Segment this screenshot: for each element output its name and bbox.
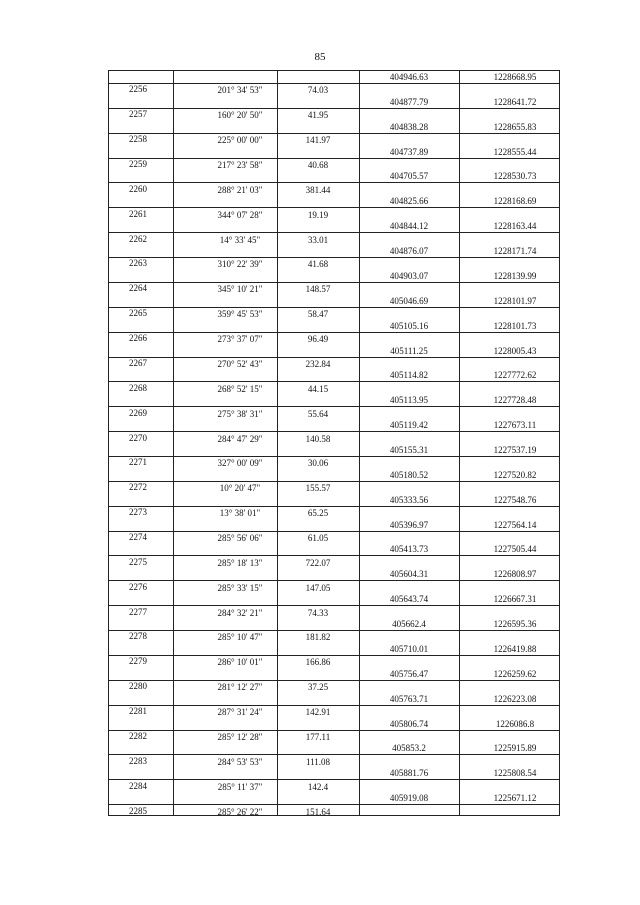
coordinates-table: [108, 70, 560, 816]
bearing-cell: 10° 20' 47": [219, 483, 261, 494]
bearing-cell: 273° 37' 07": [217, 334, 263, 345]
north-coordinate-cell: 405881.76: [389, 768, 429, 779]
point-cell: 2264: [129, 283, 147, 294]
east-coordinate-value: 1226667.31: [493, 594, 537, 605]
distance-cell: 381.44: [305, 184, 331, 195]
distance-cell: 44.15: [307, 383, 329, 394]
east-coordinate-cell: [459, 97, 561, 107]
distance-cell: 74.03: [307, 85, 329, 96]
east-coordinate-cell: [459, 669, 561, 679]
east-coordinate-value: 1228655.83: [493, 121, 537, 132]
north-coordinate-cell: 405806.74: [389, 718, 429, 729]
north-coordinate-cell: 405046.69: [389, 295, 429, 306]
north-coordinate-cell: 405105.16: [389, 320, 429, 331]
east-coordinate-value: 1228005.43: [493, 345, 537, 356]
north-coordinate-cell: 404903.07: [389, 270, 429, 281]
bearing-cell: 14° 33' 45": [219, 234, 261, 245]
row-divider: [109, 158, 559, 159]
point-cell: 2258: [129, 134, 147, 145]
table-row: [109, 345, 559, 370]
east-coordinate-cell: [459, 221, 561, 231]
table-row: [109, 643, 559, 668]
distance-cell: 147.05: [305, 582, 331, 593]
east-coordinate-value: 1226419.88: [493, 643, 537, 654]
table-row: [109, 121, 559, 146]
east-coordinate-cell: [459, 147, 561, 157]
bearing-cell: 345° 10' 21": [217, 284, 263, 295]
east-coordinate-cell: [459, 346, 561, 356]
point-cell: 2275: [129, 556, 147, 567]
bearing-cell: 285° 10' 47": [217, 632, 263, 643]
bearing-cell: 285° 12' 28": [217, 731, 263, 742]
table-row: [109, 718, 559, 743]
distance-cell: 148.57: [305, 284, 331, 295]
row-divider: [109, 332, 559, 333]
north-coordinate-cell: 405763.71: [389, 693, 429, 704]
table-row: [109, 568, 559, 593]
point-cell: 2273: [129, 507, 147, 518]
table-row: [109, 419, 559, 444]
east-coordinate-value: 1226259.62: [493, 668, 537, 679]
north-coordinate-cell: 404946.63: [389, 72, 429, 82]
north-coordinate-cell: 404844.12: [389, 221, 429, 232]
row-divider: [109, 531, 559, 532]
point-cell: 2285: [129, 805, 147, 816]
east-coordinate-value: 1227564.14: [493, 519, 537, 530]
east-coordinate-cell: [459, 171, 561, 181]
distance-cell: 166.86: [305, 657, 331, 668]
east-coordinate-cell: [459, 470, 561, 480]
east-coordinate-cell: [459, 122, 561, 132]
north-coordinate-cell: 404838.28: [389, 121, 429, 132]
east-coordinate-value: 1228171.74: [493, 246, 537, 257]
north-coordinate-cell: 405853.2: [392, 743, 426, 754]
distance-cell: 55.64: [307, 408, 329, 419]
table-row: [109, 668, 559, 693]
distance-cell: 61.05: [307, 533, 329, 544]
east-coordinate-cell: [459, 321, 561, 331]
table-row: [109, 767, 559, 792]
point-cell: 2284: [129, 780, 147, 791]
bearing-cell: 281° 12' 27": [217, 682, 263, 693]
point-cell: 2281: [129, 706, 147, 717]
point-cell: 2282: [129, 730, 147, 741]
row-divider: [109, 630, 559, 631]
table-row: [109, 593, 559, 618]
bearing-cell: 287° 31' 24": [217, 707, 263, 718]
north-coordinate-cell: 405180.52: [389, 469, 429, 480]
east-coordinate-cell: [459, 793, 561, 803]
bearing-cell: 201° 34' 53": [217, 85, 263, 96]
row-divider: [109, 680, 559, 681]
east-coordinate-cell: [459, 271, 561, 281]
row-divider: [109, 804, 559, 805]
point-cell: 2283: [129, 755, 147, 766]
east-coordinate-value: 1227520.82: [493, 469, 537, 480]
row-divider: [109, 182, 559, 183]
bearing-cell: 275° 38' 31": [217, 408, 263, 419]
row-divider: [109, 307, 559, 308]
east-coordinate-cell: [459, 569, 561, 579]
distance-cell: 111.08: [305, 756, 331, 767]
bearing-cell: 285° 18' 13": [217, 557, 263, 568]
bearing-cell: 285° 56' 06": [217, 533, 263, 544]
distance-cell: 722.07: [305, 557, 331, 568]
bearing-cell: 310° 22' 39": [217, 259, 263, 270]
east-coordinate-value: 1225915.89: [493, 743, 537, 754]
north-coordinate-cell: 404705.57: [389, 171, 429, 182]
point-cell: 2279: [129, 656, 147, 667]
distance-cell: 33.01: [307, 234, 329, 245]
east-coordinate-value: 1228163.44: [493, 221, 537, 232]
row-divider: [109, 456, 559, 457]
east-coordinate-value: 1228101.73: [493, 320, 537, 331]
east-coordinate-cell: [459, 619, 561, 629]
north-coordinate-cell: 405604.31: [389, 569, 429, 580]
north-coordinate-cell: 404877.79: [389, 96, 429, 107]
point-cell: 2259: [129, 159, 147, 170]
distance-cell: 181.82: [305, 632, 331, 643]
point-cell: 2274: [129, 532, 147, 543]
north-coordinate-cell: 405413.73: [389, 544, 429, 555]
point-cell: 2265: [129, 308, 147, 319]
east-coordinate-value: 1226223.08: [493, 693, 537, 704]
bearing-cell: 344° 07' 28": [217, 209, 263, 220]
point-cell: 2277: [129, 606, 147, 617]
bearing-cell: 286° 10' 01": [217, 657, 263, 668]
row-divider: [109, 506, 559, 507]
table-row: [109, 195, 559, 220]
bearing-cell: 217° 23' 58": [217, 160, 263, 171]
distance-cell: 141.97: [305, 135, 331, 146]
point-cell: 2261: [129, 208, 147, 219]
north-coordinate-cell: 405155.31: [389, 445, 429, 455]
north-coordinate-cell: 405114.82: [390, 370, 428, 381]
north-coordinate-cell: 405111.25: [390, 345, 428, 356]
distance-cell: 155.57: [305, 483, 331, 494]
east-coordinate-cell: [459, 694, 561, 704]
row-divider: [109, 705, 559, 706]
bearing-cell: 160° 20' 50": [217, 110, 263, 121]
table-row: [109, 742, 559, 767]
row-divider: [109, 779, 559, 780]
distance-cell: 140.58: [305, 433, 331, 444]
point-cell: 2263: [129, 258, 147, 269]
point-cell: 2257: [129, 109, 147, 120]
distance-cell: 232.84: [305, 358, 331, 369]
table-row: [109, 394, 559, 419]
north-coordinate-cell: 405756.47: [389, 668, 429, 679]
point-cell: 2278: [129, 631, 147, 642]
bearing-cell: 268° 52' 15": [217, 383, 263, 394]
east-coordinate-value: 1228530.73: [493, 171, 537, 182]
row-divider: [109, 108, 559, 109]
row-divider: [109, 580, 559, 581]
point-cell: 2270: [129, 432, 147, 443]
row-divider: [109, 83, 559, 84]
row-divider: [109, 431, 559, 432]
row-divider: [109, 133, 559, 134]
distance-cell: 151.64: [305, 806, 331, 817]
point-cell: 2276: [129, 581, 147, 592]
east-coordinate-value: 1227537.19: [493, 445, 537, 455]
distance-cell: 142.91: [305, 707, 331, 718]
table-row: [109, 792, 559, 817]
north-coordinate-cell: 404737.89: [389, 146, 429, 157]
table-row: [109, 469, 559, 494]
bearing-cell: 284° 53' 53": [217, 756, 263, 767]
east-coordinate-value: 1225671.12: [493, 793, 537, 804]
distance-cell: 30.06: [307, 458, 329, 469]
east-coordinate-value: 1227548.76: [493, 494, 537, 505]
row-divider: [109, 207, 559, 208]
table-row: [109, 220, 559, 245]
east-coordinate-cell: [459, 594, 561, 604]
row-divider: [109, 730, 559, 731]
east-coordinate-value: 1228139.99: [493, 270, 537, 281]
point-cell: 2260: [129, 183, 147, 194]
bearing-cell: 285° 26' 22": [217, 806, 263, 817]
east-coordinate-cell: [459, 520, 561, 530]
table-row: [109, 270, 559, 295]
point-cell: 2272: [129, 482, 147, 493]
point-cell: 2280: [129, 681, 147, 692]
distance-cell: 58.47: [307, 309, 329, 320]
row-divider: [109, 257, 559, 258]
north-coordinate-cell: 405113.95: [390, 395, 428, 406]
east-coordinate-value: 1226595.36: [493, 619, 537, 630]
row-divider: [109, 754, 559, 755]
point-cell: 2268: [129, 382, 147, 393]
north-coordinate-cell: 405396.97: [389, 519, 429, 530]
north-coordinate-cell: 404825.66: [389, 196, 429, 207]
east-coordinate-cell: [459, 196, 561, 206]
distance-cell: 177.11: [305, 731, 331, 742]
bearing-cell: 285° 11' 37": [217, 781, 263, 792]
east-coordinate-cell: [459, 768, 561, 778]
bearing-cell: 270° 52' 43": [217, 358, 263, 369]
row-divider: [109, 381, 559, 382]
east-coordinate-value: 1225808.54: [493, 768, 537, 779]
east-coordinate-value: 1228668.95: [493, 72, 537, 82]
north-coordinate-cell: 405643.74: [389, 594, 429, 605]
table-row: [109, 693, 559, 718]
north-coordinate-cell: 405919.08: [389, 793, 429, 804]
east-coordinate-value: 1228168.69: [493, 196, 537, 207]
north-coordinate-cell: 405662.4: [392, 619, 426, 630]
table-row: [109, 618, 559, 643]
table-row: [109, 245, 559, 270]
distance-cell: 142.4: [307, 781, 329, 792]
point-cell: 2269: [129, 407, 147, 418]
bearing-cell: 225° 00' 00": [217, 135, 263, 146]
point-cell: 2267: [129, 357, 147, 368]
row-divider: [109, 232, 559, 233]
east-coordinate-value: 1227772.62: [493, 370, 537, 381]
east-coordinate-cell: [459, 544, 561, 554]
table-row: [109, 170, 559, 195]
row-divider: [109, 605, 559, 606]
point-cell: 2256: [129, 84, 147, 95]
row-divider: [109, 481, 559, 482]
row-divider: [109, 655, 559, 656]
north-coordinate-cell: 405119.42: [390, 420, 428, 431]
east-coordinate-cell: [459, 246, 561, 256]
east-coordinate-value: 1227728.48: [493, 395, 537, 406]
row-divider: [109, 555, 559, 556]
east-coordinate-value: 1226808.97: [493, 569, 537, 580]
row-divider: [109, 406, 559, 407]
east-coordinate-cell: [459, 296, 561, 306]
bearing-cell: 284° 47' 29": [217, 433, 263, 444]
table-row: [109, 519, 559, 544]
bearing-cell: 288° 21' 03": [217, 184, 263, 195]
bearing-cell: 285° 33' 15": [217, 582, 263, 593]
east-coordinate-cell: [459, 644, 561, 654]
east-coordinate-value: 1228555.44: [493, 146, 537, 157]
table-row: [109, 146, 559, 171]
bearing-cell: 13° 38' 01": [219, 508, 261, 519]
east-coordinate-cell: [459, 719, 561, 729]
table-row: [109, 71, 559, 96]
bearing-cell: 327° 00' 09": [217, 458, 263, 469]
north-coordinate-cell: 405710.01: [389, 643, 429, 654]
distance-cell: 37.25: [307, 682, 329, 693]
distance-cell: 65.25: [307, 508, 329, 519]
east-coordinate-cell: [459, 395, 561, 405]
table-row: [109, 320, 559, 345]
east-coordinate-value: 1227673.11: [493, 420, 537, 431]
row-divider: [109, 282, 559, 283]
north-coordinate-cell: 404876.07: [389, 246, 429, 257]
table-row: [109, 543, 559, 568]
east-coordinate-value: 1227505.44: [493, 544, 537, 555]
north-coordinate-cell: 405333.56: [389, 494, 429, 505]
east-coordinate-value: 1226086.8: [495, 718, 535, 729]
bearing-cell: 359° 45' 53": [217, 309, 263, 320]
east-coordinate-cell: [459, 370, 561, 380]
bearing-cell: 284° 32' 21": [217, 607, 263, 618]
east-coordinate-cell: [459, 72, 561, 82]
distance-cell: 41.68: [307, 259, 329, 270]
distance-cell: 41.95: [307, 110, 329, 121]
table-row: [109, 96, 559, 121]
east-coordinate-cell: [459, 420, 561, 430]
east-coordinate-cell: [459, 445, 561, 455]
page-number: 85: [314, 51, 326, 63]
distance-cell: 74.33: [307, 607, 329, 618]
table-row: [109, 295, 559, 320]
table-row: [109, 369, 559, 394]
distance-cell: 40.68: [307, 160, 329, 171]
point-cell: 2266: [129, 333, 147, 344]
east-coordinate-value: 1228101.97: [493, 295, 537, 306]
point-cell: 2262: [129, 233, 147, 244]
row-divider: [109, 357, 559, 358]
distance-cell: 96.49: [307, 334, 329, 345]
east-coordinate-cell: [459, 495, 561, 505]
table-row: [109, 494, 559, 519]
east-coordinate-value: 1228641.72: [493, 96, 537, 107]
point-cell: 2271: [129, 457, 147, 468]
east-coordinate-cell: [459, 743, 561, 753]
table-row: [109, 444, 559, 469]
distance-cell: 19.19: [307, 209, 329, 220]
